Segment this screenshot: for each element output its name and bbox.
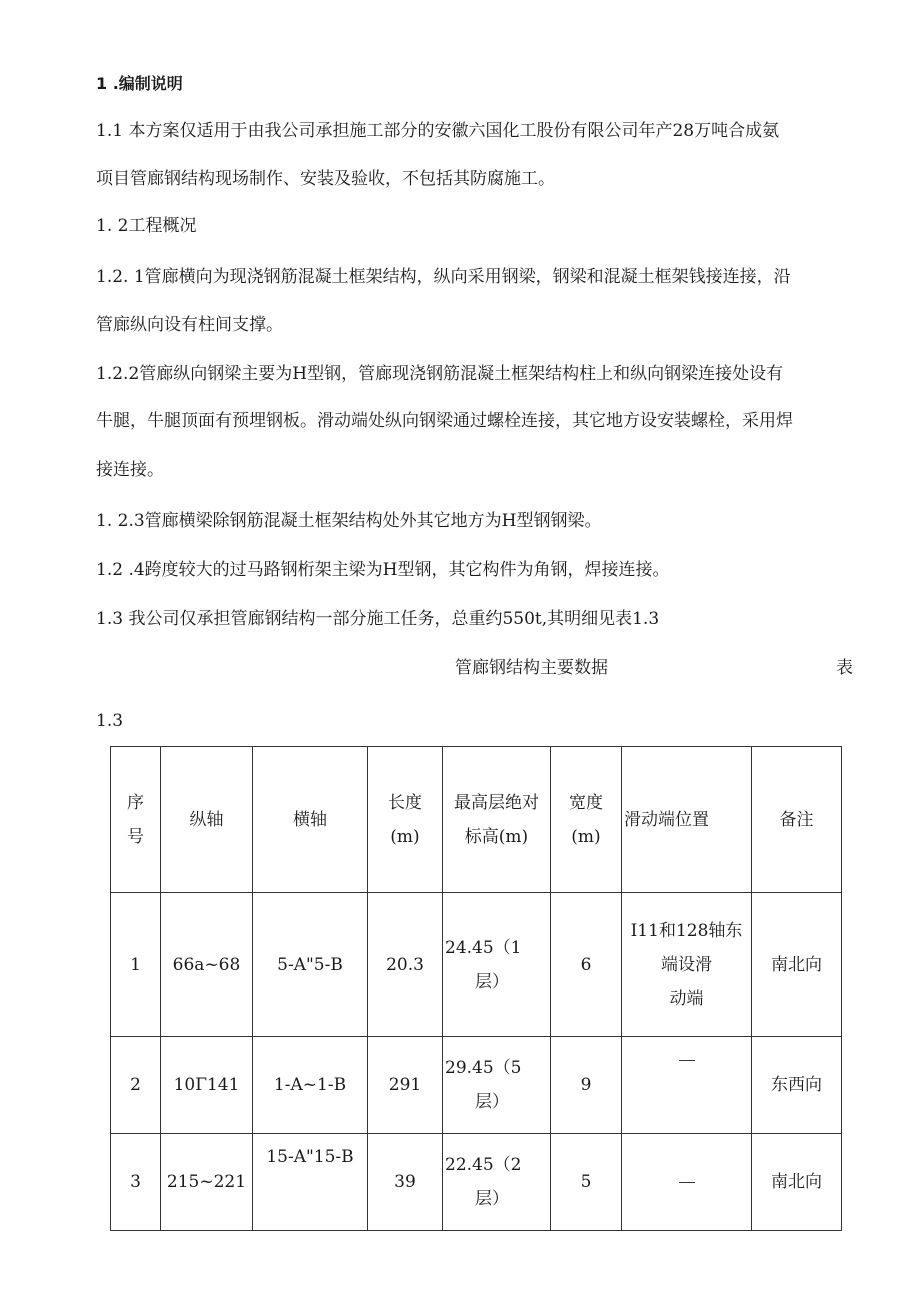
row-1-length: 20.3 [368, 893, 443, 1037]
row-2-width: 9 [551, 1037, 622, 1134]
paragraph-1-2-2-line-1: 1.2.2管廊纵向钢梁主要为H型钢，管廊现浇钢筋混凝土框架结构柱上和纵向钢梁连接处设有 [96, 364, 784, 384]
header-elevation [443, 747, 551, 893]
empty-dash-icon [679, 1182, 695, 1183]
paragraph-1-2-3: 1. 2.3管廊横梁除钢筋混凝土框架结构处外其它地方为H型钢钢梁。 [96, 511, 602, 531]
header-seq [111, 747, 161, 893]
header-remark: 备注 [752, 747, 842, 893]
row-1-elevation-line-1: 24.45（1 [445, 937, 522, 958]
table-caption-title: 管廊钢结构主要数据 [455, 658, 608, 678]
row-1-slide-line-1: I11和128轴东 [630, 920, 743, 941]
header-longitudinal: 纵轴 [161, 747, 253, 893]
row-2-remark: 东西向 [752, 1037, 842, 1134]
paragraph-1-2-4: 1.2 .4跨度较大的过马路钢桁架主梁为H型钢，其它构件为角钢，焊接连接。 [96, 560, 670, 580]
header-width [551, 747, 622, 893]
row-3-width: 5 [551, 1134, 622, 1231]
table-row [111, 893, 842, 1037]
header-length [368, 747, 443, 893]
paragraph-1-2-2-line-3: 接连接。 [96, 460, 164, 480]
row-3-length: 39 [368, 1134, 443, 1231]
header-elevation-line-2: 标高(m) [464, 826, 529, 847]
steel-structure-table [110, 746, 842, 1231]
table-row [111, 1134, 842, 1231]
row-3-longitudinal: 215~221 [161, 1134, 253, 1231]
header-width-line-2: (m) [571, 826, 601, 847]
row-1-elevation [443, 893, 551, 1037]
header-transverse: 横轴 [253, 747, 368, 893]
row-3-elevation-line-2: 层） [475, 1189, 509, 1209]
paragraph-1-2-2-line-2: 牛腿，牛腿顶面有预埋钢板。滑动端处纵向钢梁通过螺栓连接，其它地方设安装螺栓，采用焊 [96, 411, 793, 431]
header-seq-line-2: 号 [127, 826, 144, 847]
row-1-remark: 南北向 [752, 893, 842, 1037]
paragraph-1-1-line-1: 1.1 本方案仅适用于由我公司承担施工部分的安徽六国化工股份有限公司年产28万吨合成氨 [96, 121, 780, 141]
row-1-seq: 1 [111, 893, 161, 1037]
row-1-elevation-line-2: 层） [475, 971, 509, 992]
paragraph-1-2: 1. 2工程概况 [96, 216, 197, 236]
paragraph-1-2-1-line-2: 管廊纵向设有柱间支撑。 [96, 315, 283, 335]
paragraph-1-3: 1.3 我公司仅承担管廊钢结构一部分施工任务，总重约550t,其明细见表1.3 [96, 609, 660, 629]
header-elevation-line-1: 最高层绝对 [454, 792, 539, 813]
header-width-line-1: 宽度 [569, 792, 603, 813]
table-row [111, 1037, 842, 1134]
empty-dash-icon [679, 1060, 695, 1061]
row-1-slide-line-2: 端设滑 [661, 954, 712, 975]
row-3-transverse: 15-A"15-B [253, 1134, 368, 1231]
row-1-width: 6 [551, 893, 622, 1037]
table-caption-label: 表 [836, 658, 853, 678]
row-2-longitudinal: 10Γ141 [161, 1037, 253, 1134]
paragraph-1-1-line-2: 项目管廊钢结构现场制作、安装及验收，不包括其防腐施工。 [96, 169, 555, 189]
row-1-transverse: 5-A"5-B [253, 893, 368, 1037]
header-length-line-1: 长度 [388, 792, 422, 813]
row-3-elevation [443, 1134, 551, 1231]
table-caption-number: 1.3 [96, 711, 124, 731]
row-2-slide-position [622, 1037, 752, 1134]
row-1-slide-line-3: 动端 [669, 988, 704, 1009]
row-1-slide-position [622, 893, 752, 1037]
paragraph-1-2-1-line-1: 1.2. 1管廊横向为现浇钢筋混凝土框架结构，纵向采用钢梁，钢梁和混凝土框架钱接连接，沿 [96, 267, 791, 287]
table-header-row [111, 747, 842, 893]
row-2-elevation-line-2: 层） [475, 1092, 509, 1112]
row-2-elevation [443, 1037, 551, 1134]
row-2-length: 291 [368, 1037, 443, 1134]
row-3-elevation-line-1: 22.45（2 [445, 1155, 522, 1175]
header-slide-position: 滑动端位置 [622, 747, 752, 893]
header-seq-line-1: 序 [127, 792, 144, 813]
row-2-transverse: 1-A~1-B [253, 1037, 368, 1134]
row-3-slide-position [622, 1134, 752, 1231]
row-3-remark: 南北向 [752, 1134, 842, 1231]
row-2-seq: 2 [111, 1037, 161, 1134]
row-3-seq: 3 [111, 1134, 161, 1231]
section-heading: 1 .编制说明 [96, 74, 183, 93]
row-1-longitudinal: 66a~68 [161, 893, 253, 1037]
row-2-elevation-line-1: 29.45（5 [445, 1058, 522, 1078]
header-length-line-2: (m) [390, 826, 420, 847]
